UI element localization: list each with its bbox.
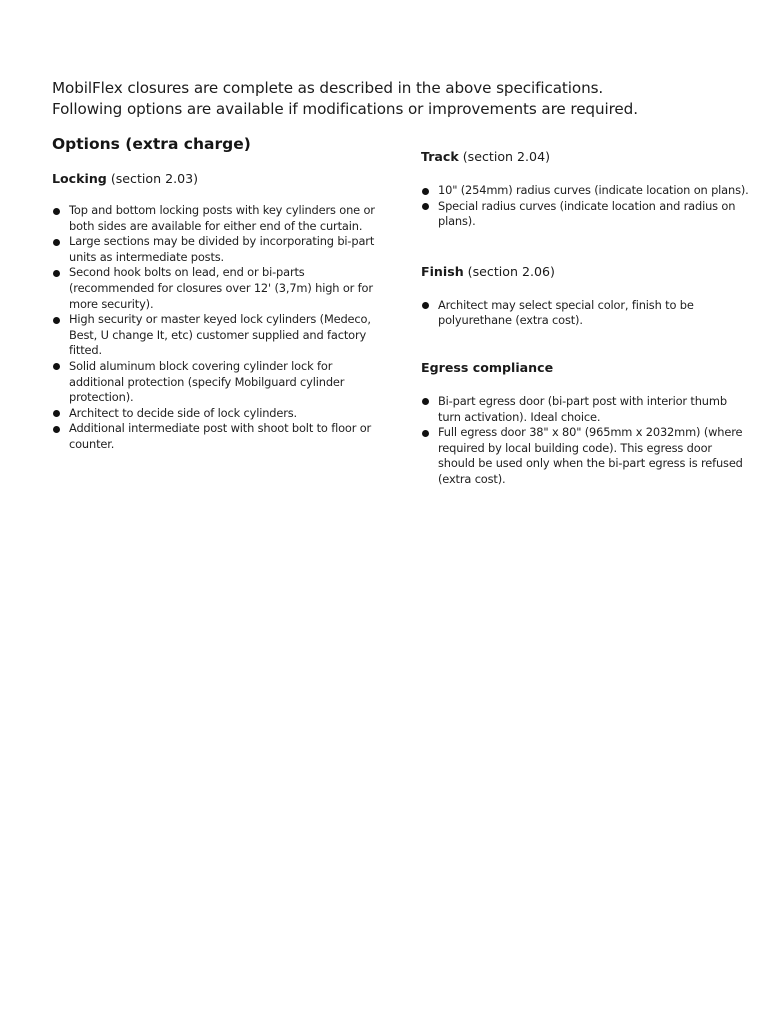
bullet-icon [422, 302, 429, 309]
locking-ref: (section 2.03) [106, 171, 199, 186]
options-title: Options (extra charge) [52, 135, 251, 153]
intro-line-1: MobilFlex closures are complete as described in the above specifications. [52, 79, 604, 97]
list-item: Full egress door 38" x 80" (965mm x 2032mm) (where required by local building code). This egress door should be used only when the bi-part egress is refused (extra cost). [421, 425, 751, 487]
egress-list [421, 394, 751, 488]
list-item: Architect may select special color, finish to be polyurethane (extra cost). [421, 298, 751, 329]
list-item: Top and bottom locking posts with key cylinders one or both sides are available for either end of the curtain. [52, 203, 382, 234]
bullet-icon [53, 270, 60, 277]
intro-paragraph [52, 78, 752, 120]
track-list [421, 183, 751, 230]
list-item: 10" (254mm) radius curves (indicate location on plans). [421, 183, 751, 199]
finish-ref: (section 2.06) [463, 263, 555, 279]
list-item: Additional intermediate post with shoot bolt to floor or counter. [52, 421, 382, 452]
list-item: Special radius curves (indicate location and radius on plans). [421, 199, 751, 230]
finish-title: Finish [421, 263, 464, 279]
bullet-icon [422, 430, 429, 437]
bullet-icon [53, 239, 60, 246]
list-item: High security or master keyed lock cylinders (Medeco, Best, U change It, etc) customer supplied and factory fitted. [52, 312, 382, 359]
locking-list [52, 203, 382, 453]
list-item: Large sections may be divided by incorporating bi-part units as intermediate posts. [52, 234, 382, 265]
track-title: Track [421, 149, 459, 164]
list-item: Solid aluminum block covering cylinder lock for additional protection (specify Mobilguard cylinder protection). [52, 359, 382, 406]
bullet-icon [53, 426, 60, 433]
finish-heading [421, 263, 751, 281]
list-item: Second hook bolts on lead, end or bi-parts (recommended for closures over 12' (3,7m) high or for more security). [52, 265, 382, 312]
intro-line-2: Following options are available if modifications or improvements are required. [52, 100, 638, 118]
bullet-icon [422, 398, 429, 405]
left-column [52, 132, 382, 453]
track-ref: (section 2.04) [458, 149, 550, 164]
egress-heading [421, 359, 751, 377]
bullet-icon [53, 317, 60, 324]
bullet-icon [53, 208, 60, 215]
bullet-icon [53, 410, 60, 417]
list-item: Bi-part egress door (bi-part post with interior thumb turn activation). Ideal choice. [421, 394, 751, 425]
bullet-icon [422, 203, 429, 210]
egress-title: Egress compliance [421, 359, 554, 375]
locking-title: Locking [52, 171, 107, 186]
right-column [421, 148, 751, 488]
finish-list [421, 298, 751, 329]
bullet-icon [422, 188, 429, 195]
bullet-icon [53, 363, 60, 370]
locking-heading [52, 170, 382, 188]
list-item: Architect to decide side of lock cylinders. [52, 406, 382, 422]
track-heading [421, 148, 751, 166]
